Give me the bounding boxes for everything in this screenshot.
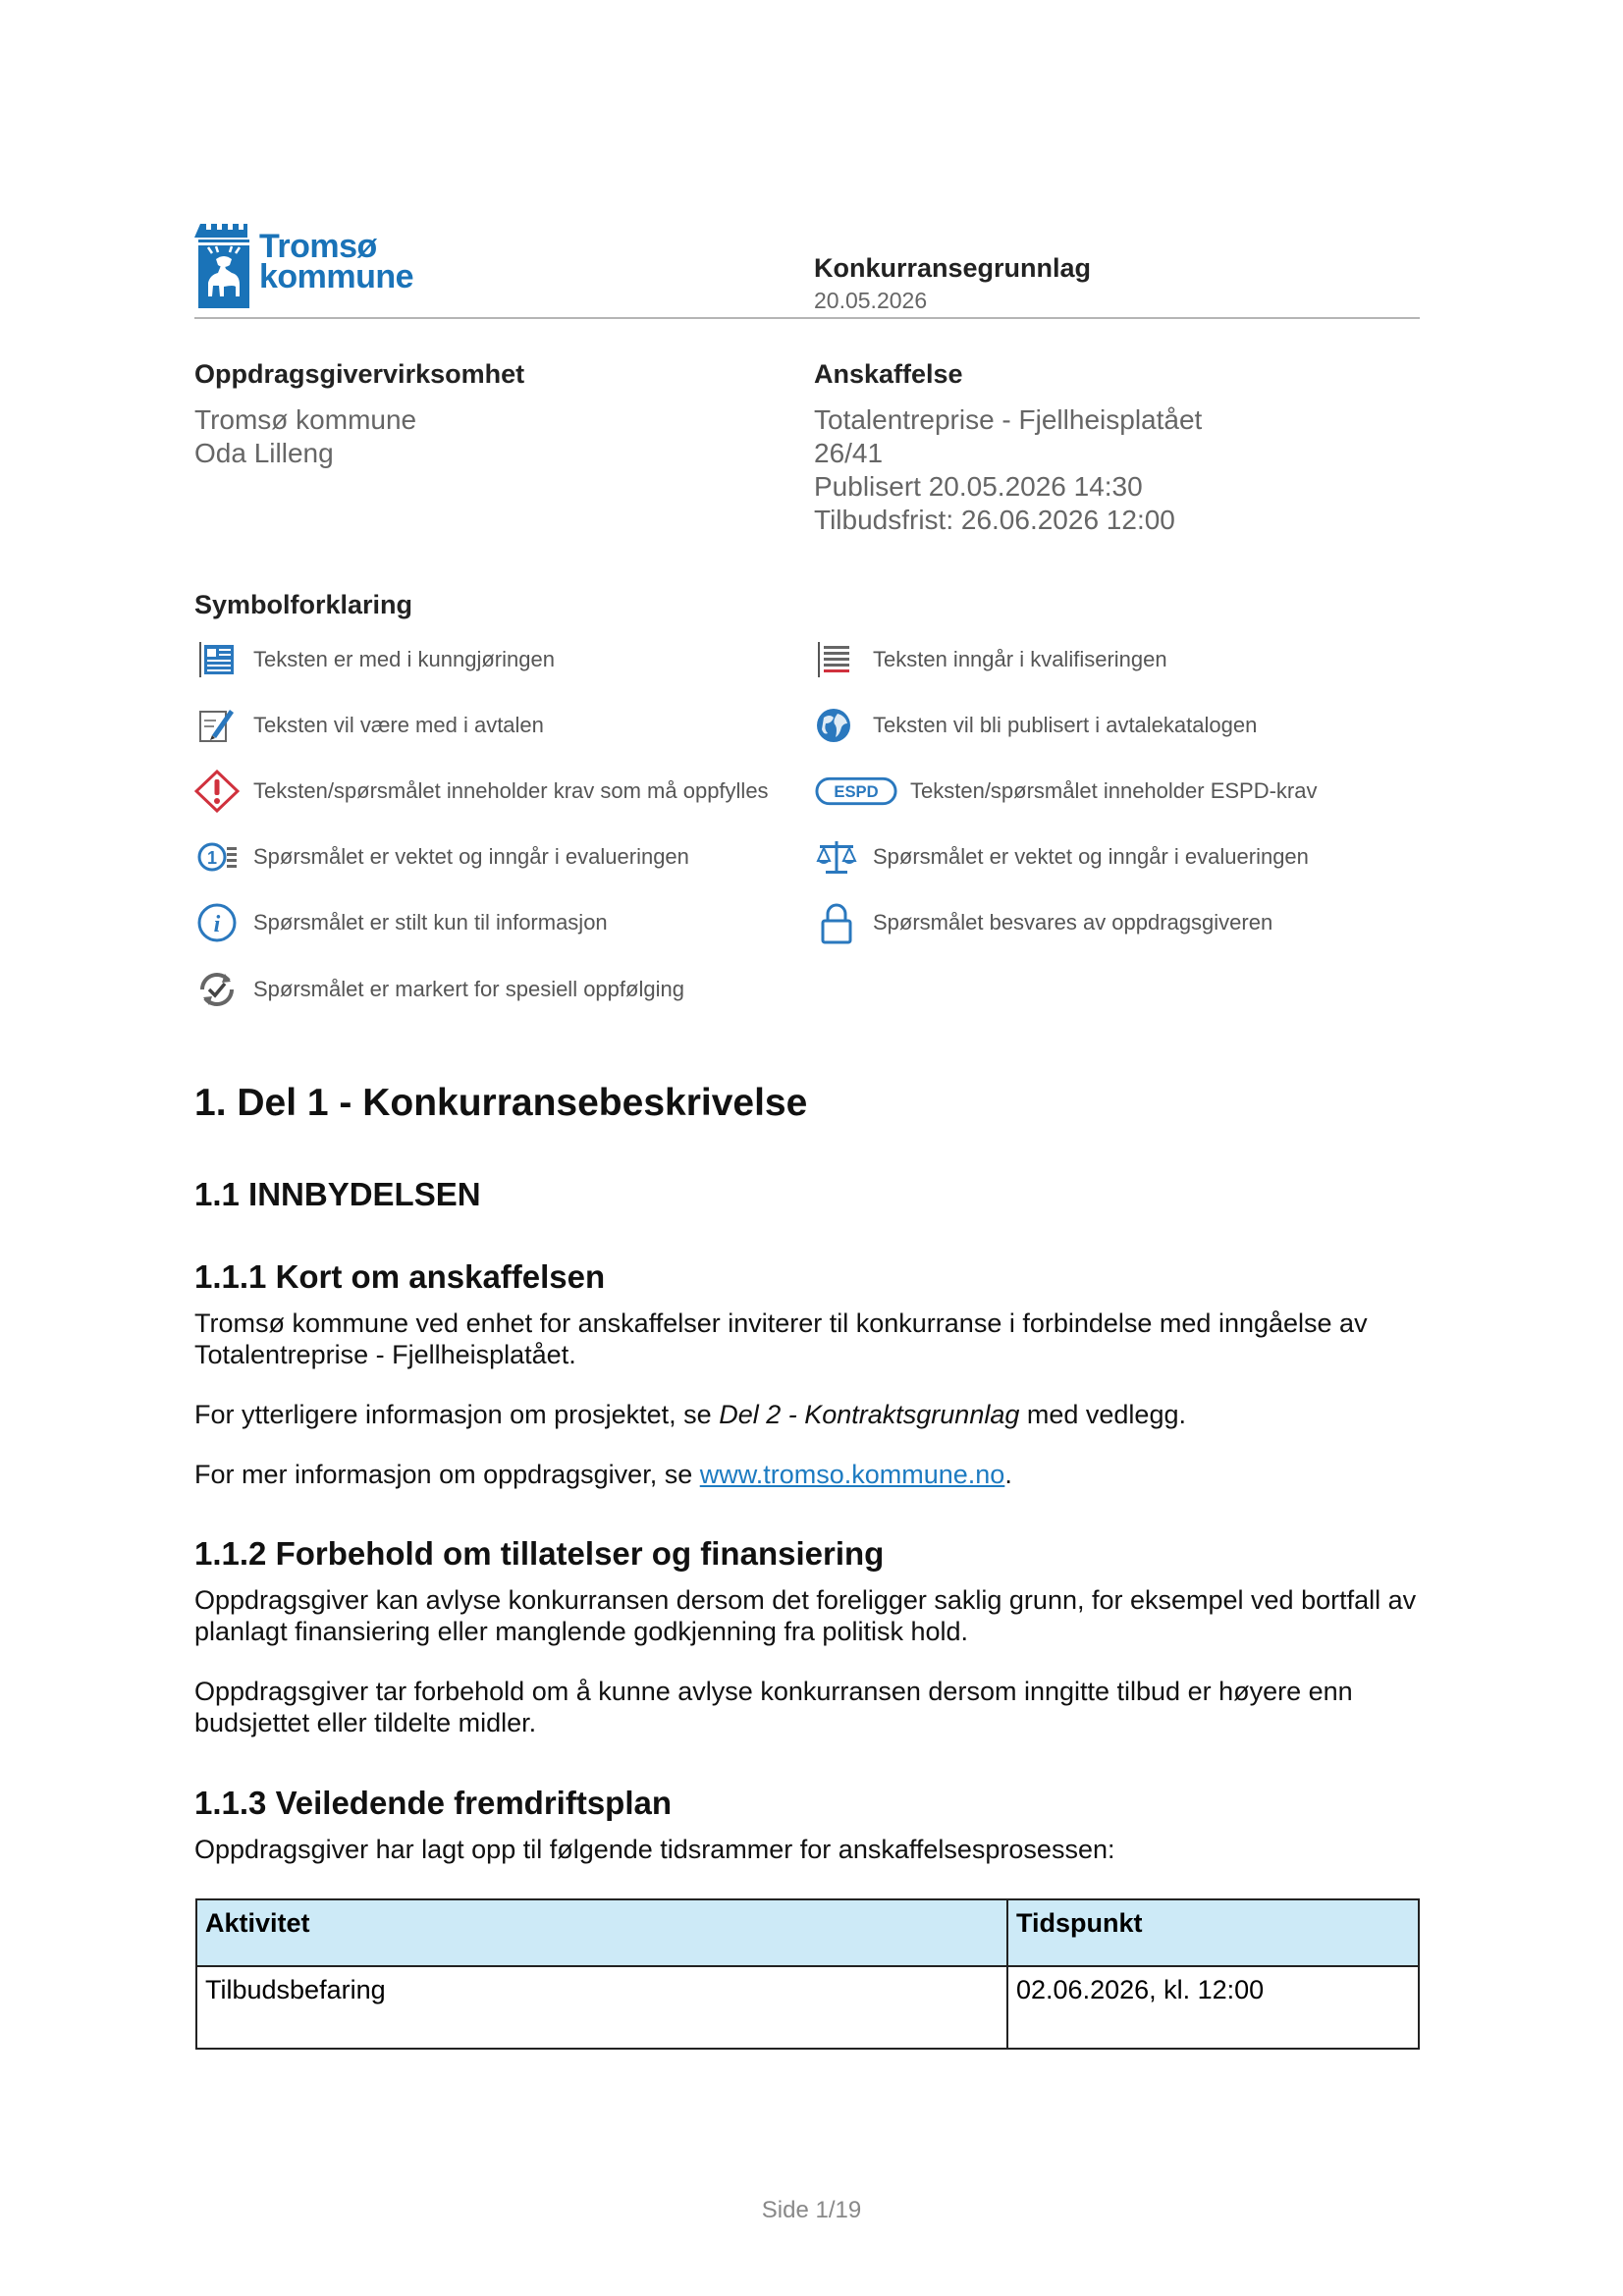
legend-text: Teksten inngår i kvalifiseringen: [873, 647, 1167, 671]
table-header-cell: Tidspunkt: [1007, 1899, 1419, 1966]
section-heading-1-1-3: 1.1.3 Veiledende fremdriftsplan: [194, 1785, 673, 1821]
legend-item-announcement: [194, 638, 555, 681]
legend-text: Teksten vil bli publisert i avtalekatalogen: [873, 713, 1258, 737]
qualification-icon: [814, 638, 859, 681]
document-date: 20.05.2026: [814, 288, 928, 313]
paragraph: [194, 1399, 1422, 1430]
table-header-cell: Aktivitet: [196, 1899, 1007, 1966]
legend-item-info: [194, 901, 608, 944]
legend-item-requirement: [194, 770, 769, 813]
weighted-number-icon: [194, 835, 240, 879]
legend-item-qualification: [814, 638, 1167, 681]
follow-up-icon: [194, 968, 240, 1011]
paragraph: Oppdragsgiver kan avlyse konkurransen dersom det foreligger saklig grunn, for eksempel ved bortfall av planlagt finansiering eller manglende godkjenning fra politisk hold.: [194, 1585, 1417, 1646]
schedule-table: [195, 1898, 1420, 2050]
procurement-ref: 26/41: [814, 438, 884, 468]
paragraph-text: .: [1004, 1460, 1012, 1489]
legend-text: Spørsmålet er stilt kun til informasjon: [253, 910, 608, 934]
announcement-icon: [194, 638, 240, 681]
legend-text: Teksten/spørsmålet inneholder krav som må oppfylles: [253, 778, 769, 803]
section-heading-1: 1. Del 1 - Konkurransebeskrivelse: [194, 1082, 808, 1124]
table-row: [196, 1966, 1419, 2049]
header-divider: [194, 317, 1420, 319]
espd-badge-icon: [814, 770, 900, 813]
document-title: Konkurransegrunnlag: [814, 253, 1092, 283]
table-cell: 02.06.2026, kl. 12:00: [1007, 1966, 1419, 2049]
legend-text: Spørsmålet er vektet og inngår i evalueringen: [253, 844, 689, 869]
legend-item-lock: [814, 901, 1272, 944]
legend-item-contract: [194, 704, 544, 747]
client-heading: Oppdragsgivervirksomhet: [194, 359, 525, 389]
legend-item-weighted-number: [194, 835, 689, 879]
logo-line-1: Tromsø: [259, 228, 377, 265]
logo-wordmark: [259, 228, 414, 295]
table-cell: Tilbudsbefaring: [196, 1966, 1007, 2049]
paragraph: Oppdragsgiver har lagt opp til følgende tidsrammer for anskaffelsesprosessen:: [194, 1835, 1115, 1864]
paragraph-text: med vedlegg.: [1019, 1400, 1186, 1429]
legend-text: Spørsmålet er markert for spesiell oppfølging: [253, 977, 684, 1001]
svg-text:i: i: [213, 912, 221, 937]
legend-item-espd: [814, 770, 1318, 813]
lock-icon: [814, 901, 859, 944]
procurement-name: Totalentreprise - Fjellheisplatået: [814, 404, 1203, 435]
logo-line-2: kommune: [259, 258, 414, 295]
website-link[interactable]: www.tromso.kommune.no: [699, 1460, 1005, 1489]
client-contact: Oda Lilleng: [194, 438, 334, 468]
client-org: Tromsø kommune: [194, 404, 417, 435]
paragraph: Tromsø kommune ved enhet for anskaffelser inviterer til konkurranse i forbindelse med inngåelse av Totalentreprise - Fjellheisplatået.: [194, 1308, 1368, 1369]
client-info: [194, 359, 524, 470]
document-header: [814, 253, 1091, 314]
table-header-row: [196, 1899, 1419, 1966]
legend-text: Teksten er med i kunngjøringen: [253, 647, 555, 671]
espd-badge-text: ESPD: [834, 781, 879, 801]
info-icon: [194, 901, 240, 944]
document-reference: Del 2 - Kontraktsgrunnlag: [719, 1400, 1020, 1429]
scales-icon: [814, 835, 859, 879]
section-heading-1-1-1: 1.1.1 Kort om anskaffelsen: [194, 1258, 606, 1295]
legend-text: Teksten vil være med i avtalen: [253, 713, 544, 737]
legend-item-follow-up: [194, 968, 684, 1011]
paragraph: Oppdragsgiver tar forbehold om å kunne avlyse konkurransen dersom inngitte tilbud er høyere enn budsjettet eller tildelte midler.: [194, 1677, 1353, 1737]
contract-pen-icon: [194, 704, 240, 747]
warning-diamond-icon: [194, 770, 240, 813]
svg-text:1: 1: [206, 848, 218, 868]
globe-icon: [814, 704, 859, 747]
reindeer-crest-icon: [194, 220, 253, 310]
page-number: Side 1/19: [761, 2197, 862, 2223]
procurement-published: Publisert 20.05.2026 14:30: [814, 471, 1143, 502]
legend-text: Spørsmålet er vektet og inngår i evalueringen: [873, 844, 1309, 869]
paragraph: [194, 1459, 1422, 1490]
paragraph-text: For ytterligere informasjon om prosjektet, se: [194, 1400, 720, 1429]
paragraph-text: For mer informasjon om oppdragsgiver, se: [194, 1460, 700, 1489]
legend-text: Spørsmålet besvares av oppdragsgiveren: [873, 910, 1273, 934]
legend-text: Teksten/spørsmålet inneholder ESPD-krav: [910, 778, 1318, 803]
section-heading-1-1: 1.1 INNBYDELSEN: [194, 1176, 481, 1212]
section-heading-1-1-2: 1.1.2 Forbehold om tillatelser og finansiering: [194, 1535, 885, 1572]
legend-item-catalogue: [814, 704, 1257, 747]
procurement-heading: Anskaffelse: [814, 359, 963, 389]
procurement-info: [814, 359, 1202, 537]
procurement-deadline: Tilbudsfrist: 26.06.2026 12:00: [814, 505, 1175, 535]
legend-title: Symbolforklaring: [194, 590, 413, 619]
tromso-kommune-logo: [194, 220, 430, 310]
legend-item-scales: [814, 835, 1309, 879]
